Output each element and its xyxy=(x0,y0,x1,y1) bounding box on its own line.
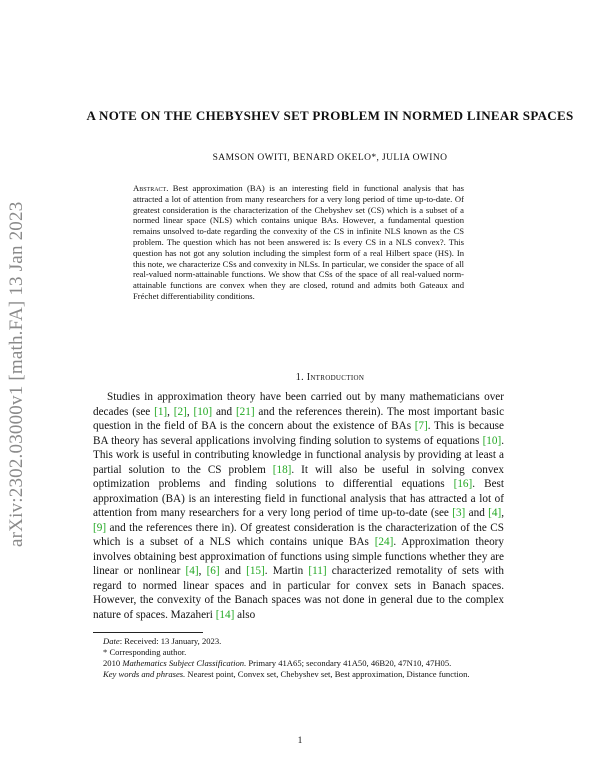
abstract-text: Best approximation (BA) is an interesting field in functional analysis that has attracted a lot of attention from many researchers for a very long period of time up-to-date. Of greatest consideration is the characterization of the Chebyshev set (CS) which is a subset of a normed linear space (NLS) which contains unique BAs. However, a fundamental question remains unsolved to-date regarding the convexity of the CS in infinite NLS known as the CS problem. The question which has not been answered is: Is every CS in a NLS convex?. This question has not got any solution including the simplest form of a real Hilbert space (HS). In this note, we characterize CSs and convexity in NLSs. In particular, we consider the space of all real-valued norm-attainable functions. We show that CSs of the space of all real-valued norm-attainable functions are convex when they are closed, rotund and admits both Gateaux and Fréchet differentiability conditions. xyxy=(133,183,464,301)
citation-link[interactable]: [10] xyxy=(482,434,502,447)
section-heading-introduction: 1. Introduction xyxy=(295,372,365,383)
citation-link[interactable]: [9] xyxy=(93,521,107,534)
intro-text: . This is because BA theory has several applications involving finding solution to systems of equations xyxy=(93,420,504,447)
footnote-keywords-value: Nearest point, Convex set, Chebyshev set, Best approximation, Distance function. xyxy=(185,669,470,679)
abstract xyxy=(133,183,464,302)
intro-text: , xyxy=(186,405,194,418)
footnote-msc xyxy=(93,658,504,669)
footnotes xyxy=(93,636,504,680)
citation-link[interactable]: [6] xyxy=(206,565,220,577)
page-number: 1 xyxy=(297,736,303,746)
footnote-keywords-label: Key words and phrases. xyxy=(103,669,186,679)
citation-link[interactable]: [2] xyxy=(173,405,187,418)
paper-authors: SAMSON OWITI, BENARD OKELO*, JULIA OWINO xyxy=(212,153,448,163)
footnote-date-label: Date xyxy=(103,636,120,646)
intro-text: also xyxy=(234,608,256,621)
footnote-date xyxy=(93,636,504,647)
intro-text: . This work is useful in contributing knowledge in functional analysis by providing at least a partial solution to the CS problem xyxy=(93,434,504,476)
intro-text: , xyxy=(167,405,174,418)
citation-link[interactable]: [4] xyxy=(185,565,199,577)
introduction-paragraph xyxy=(93,390,504,622)
citation-link[interactable]: [4] xyxy=(488,507,502,519)
intro-text: and xyxy=(212,405,236,418)
citation-link[interactable]: [24] xyxy=(374,536,394,548)
intro-text: . Best approximation (BA) is an interesting field in functional analysis that has attracted a lot of attention from many researchers for a very long period of time up-to-date (see xyxy=(93,478,504,519)
intro-text: and xyxy=(219,565,247,577)
footnote-msc-label: Mathematics Subject Classification. xyxy=(122,658,247,668)
paper-title: A NOTE ON THE CHEBYSHEV SET PROBLEM IN NORMED LINEAR SPACES xyxy=(86,108,574,123)
intro-text: and the references there in). Of greatest consideration is the characterization of the CS which is a subset of a NLS which contains unique BAs xyxy=(93,521,504,548)
citation-link[interactable]: [15] xyxy=(246,565,265,577)
intro-text: . It will also be useful in solving convex optimization problems and finding solutions to differential equations xyxy=(93,463,504,490)
intro-text: . Martin xyxy=(264,565,309,577)
footnote-msc-prefix: 2010 xyxy=(103,658,123,668)
intro-text: and the references therein). The most important basic question in the field of BA is the concern about the existence of BAs xyxy=(93,405,505,432)
citation-link[interactable]: [21] xyxy=(235,405,255,418)
arxiv-identifier: arXiv:2302.03000v1 [math.FA] 13 Jan 2023 xyxy=(6,201,27,547)
footnote-divider xyxy=(93,632,203,633)
intro-text: , xyxy=(501,507,504,519)
abstract-label: Abstract. xyxy=(133,183,169,193)
intro-text: . Approximation theory involves obtaining best approximation of functions using simple functions whether they are linear or nonlinear xyxy=(93,536,505,577)
citation-link[interactable]: [16] xyxy=(453,478,473,490)
intro-text: , xyxy=(198,565,207,577)
footnote-corresponding-author: * Corresponding author. xyxy=(103,647,187,657)
citation-link[interactable]: [3] xyxy=(452,507,466,519)
intro-text: and xyxy=(465,507,489,519)
citation-link[interactable]: [1] xyxy=(154,405,168,418)
citation-link[interactable]: [7] xyxy=(414,420,428,432)
citation-link[interactable]: [11] xyxy=(308,565,327,577)
footnote-date-value: : Received: 13 January, 2023. xyxy=(119,636,222,646)
intro-text: characterized remotality of sets with regard to normed linear spaces and in particular for convex sets in Banach spaces. However, the convexity of the Banach spaces was not done in general due to the complex nature of spaces. Mazaheri xyxy=(93,565,505,621)
citation-link[interactable]: [18] xyxy=(272,463,292,476)
footnote-keywords xyxy=(93,669,504,680)
intro-text: Studies in approximation theory have been carried out by many mathematicians over decades (see xyxy=(93,391,504,418)
citation-link[interactable]: [14] xyxy=(215,608,235,621)
footnote-msc-value: Primary 41A65; secondary 41A50, 46B20, 47N10, 47H05. xyxy=(246,658,452,668)
citation-link[interactable]: [10] xyxy=(193,405,213,418)
